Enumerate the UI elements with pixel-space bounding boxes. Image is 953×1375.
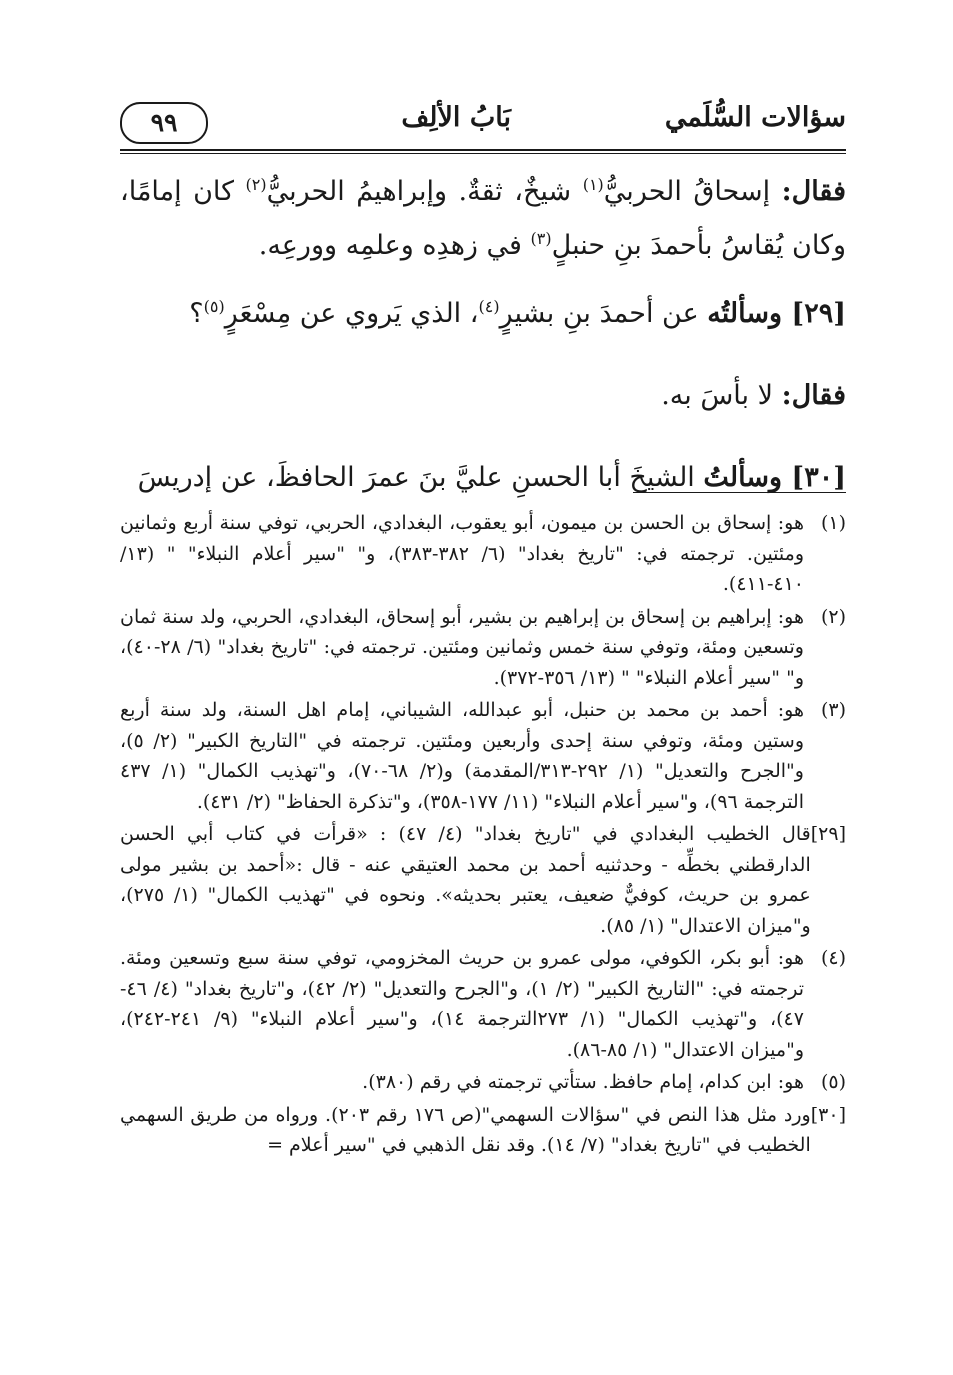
header-rule [120, 149, 846, 151]
text-run: ، الذي يَروي عن مِسْعَرٍ [224, 298, 479, 329]
page-number-badge: ٩٩ [120, 102, 208, 144]
main-text [120, 165, 846, 533]
footnote-text: هو: أحمد بن محمد بن حنبل، أبو عبدالله، الشيباني، إمام اهل السنة، ولد سنة أربع وستين ومئة، وتوفي سنة إحدى وأربعين ومئتين. ترجمته في "التاريخ الكبير" (٢/ ٥)، و"الجرح والتعديل" (١/ ٢٩٢-٣١٣/المقدمة) و(٢/ ٦٨-٧٠)، و"تهذيب الكمال" (١/ ٤٣٧ الترجمة ٩٦)، و"سير أعلام النبلاء" (١١/ ١٧٧-٣٥٨)، و"تذكرة الحفاظ" (٢/ ٤٣١). [120, 699, 804, 813]
paragraph-answer-1 [120, 165, 846, 273]
header-rule-thin [120, 153, 846, 154]
footnote-ref-4: (٤) [478, 297, 500, 316]
footnote-number: (١) [820, 512, 846, 534]
footnote-2 [120, 602, 846, 694]
text-run: لا بأسَ به. [661, 380, 782, 411]
footnote-5 [120, 1067, 846, 1098]
text-run: الشيخَ أبا الحسنِ عليَّ بنَ عمرَ الحافظَ، عن إدريسَ [137, 462, 704, 493]
footnote-number: [٣٠] [810, 1103, 846, 1126]
footnote-29 [120, 819, 846, 941]
text-run: شيخٌ، ثقةٌ. وإبراهيمُ الحربيُّ [266, 176, 583, 207]
footnote-3 [120, 695, 846, 817]
footnote-text: هو: أبو بكر، الكوفي، مولى عمرو بن حريث المخزومي، توفي سنة سبع وتسعين ومئة. ترجمته في: "التاريخ الكبير" (٢/ ١)، و"الجرح والتعديل" (٢/ ٤٢)، و"تاريخ بغداد" (٤/ ٤٦- ٤٧)، و"تهذيب الكمال" (١/ ٢٧٣الترجمة ١٤)، و"سير أعلام النبلاء" (٩/ ٢٤١-٢٤٢)، و"ميزان الاعتدال" (١/ ٨٥-٨٦). [120, 947, 805, 1061]
footnotes [120, 508, 846, 1163]
text-run: عن أحمدَ بنِ بشيرٍ [499, 298, 708, 329]
answer-lead: فقال: [781, 380, 846, 411]
footnote-ref-2: (٢) [245, 175, 267, 194]
footnote-number: (٤) [820, 947, 846, 969]
text-run: إسحاقُ الحربيُّ [603, 176, 782, 207]
answer-lead: فقال: [781, 176, 847, 207]
footnote-4 [120, 943, 846, 1065]
footnote-1 [120, 508, 846, 600]
footnote-separator [633, 492, 846, 493]
footnote-number: (٥) [820, 1071, 846, 1093]
footnote-ref-5: (٥) [203, 297, 225, 316]
footnote-text: هو: إسحاق بن الحسن بن ميمون، أبو يعقوب، البغدادي، الحربي، توفي سنة أربع وثمانين ومئتين. ترجمته في: "تاريخ بغداد" (٦/ ٣٨٢-٣٨٣)، و" "سير أعلام النبلاء" " (١٣/ ٤١٠-٤١١). [120, 512, 804, 595]
paragraph-question-29 [120, 287, 846, 341]
footnote-text: ورد مثل هذا النص في "سؤالات السهمي"(ص ١٧٦ رقم ٢٠٣). ورواه من طريق السهمي الخطيب في "تاريخ بغداد" (٧/ ١٤). وقد نقل الذهبي في "سير أعلام = [120, 1103, 811, 1156]
text-run: كان إمامًا، وكان يُقاسُ بأحمدَ بنِ حنبلٍ [120, 176, 846, 261]
footnote-text: هو: ابن كدام، إمام حافظ. ستأتي ترجمته في رقم (٣٨٠). [362, 1071, 804, 1093]
page-header [120, 88, 846, 148]
footnote-number: [٢٩] [810, 823, 846, 845]
footnote-text: هو: إبراهيم بن إسحاق بن إبراهيم بن بشير، أبو إسحاق، البغدادي، الحربي، ولد سنة ثمان وتسعين ومئة، وتوفي سنة خمس وثمانين ومئتين. ترجمته في: "تاريخ بغداد" (٦/ ٢٨-٤٠)، و" "سير أعلام النبلاء" " (١٣/ ٣٥٦-٣٧٢). [120, 605, 804, 689]
paragraph-question-30 [120, 451, 846, 505]
footnote-text: قال الخطيب البغدادي في "تاريخ بغداد" (٤/ ٤٧) : «قرأت في كتاب أبي الحسن الدارقطني بخطِّه - وحدثنيه أحمد بن محمد العتيقي عنه - قال :«أحمد بن بشير مولى عمرو بن حريث، كوفيٌّ ضعيف، يعتبر بحديثه». ونحوه في "تهذيب الكمال" (١/ ٢٧٥)، و"ميزان الاعتدال" (١/ ٨٥). [120, 823, 811, 937]
text-run: ؟ [189, 298, 204, 329]
question-lead-30: [٣٠] وسألتُ [703, 462, 846, 493]
question-lead-29: [٢٩] وسألتُه [707, 298, 846, 329]
text-run: في زهدِه وعلمِه وورعِه. [258, 230, 531, 261]
footnote-ref-1: (١) [582, 175, 604, 194]
footnote-ref-3: (٣) [530, 229, 552, 248]
chapter-title: بَابُ الألِف [401, 102, 511, 133]
book-title: سؤالات السُّلَمي [664, 102, 846, 133]
footnote-number: (٢) [820, 605, 846, 628]
footnote-number: (٣) [820, 699, 846, 721]
paragraph-answer-29 [120, 369, 846, 423]
footnote-30 [120, 1100, 846, 1161]
